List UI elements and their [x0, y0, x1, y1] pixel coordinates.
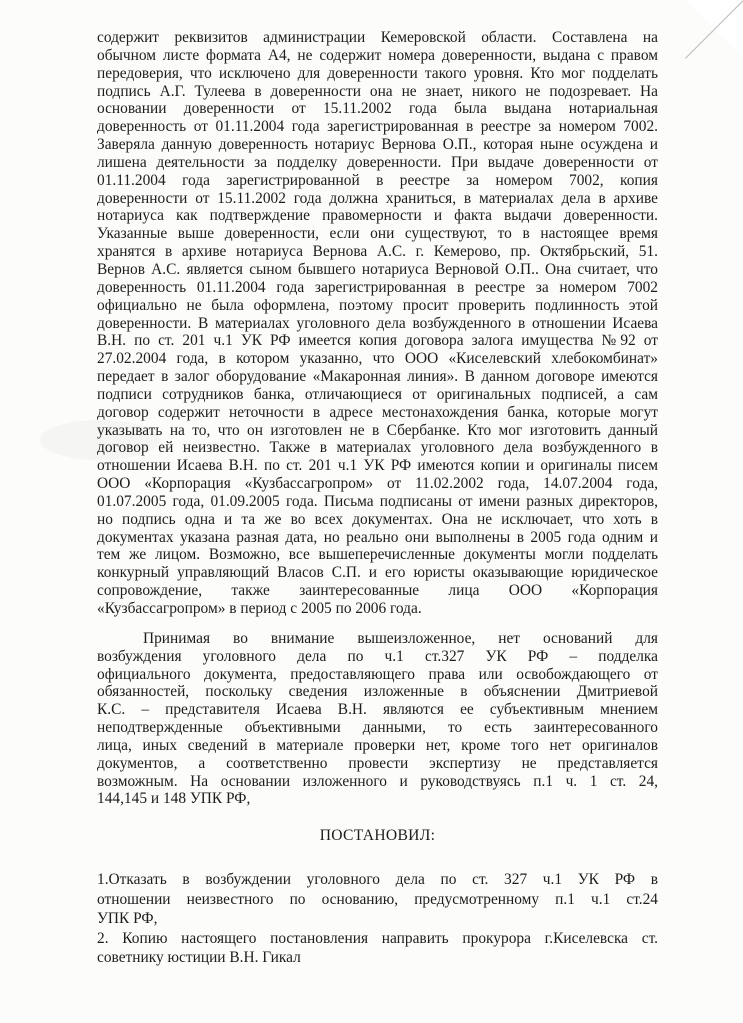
- text-line: «Кузбассагропром» в период с 2005 по 2006 года.: [97, 600, 422, 617]
- text-line: доверенности. В материалах уголовного дела возбужденного в отношении Исаева: [97, 314, 658, 332]
- text-line: доверенность 01.11.2004 года зарегистрированная в реестре за номером 7002: [97, 278, 658, 296]
- decision-item-2: [97, 929, 658, 968]
- text-line: неподтвержденные объективными данными, то есть заинтересованного: [97, 719, 658, 737]
- text-line: указывать на то, что он изготовлен не в Сбербанке. Кто мог изготовить данный: [97, 421, 658, 439]
- text-line: Вернов А.С. является сыном бывшего нотариуса Верновой О.П.. Она считает, что: [97, 260, 658, 278]
- text-line: 2. Копию настоящего постановления направить прокурора г.Киселевска ст.: [97, 929, 658, 947]
- text-line: 27.02.2004 года, в котором указанно, что ООО «Киселевский хлебокомбинат»: [97, 350, 658, 368]
- text-line: лица, иных сведений в материале проверки нет, кроме того нет оригиналов: [97, 736, 658, 754]
- text-line: Указанные выше доверенности, если они существуют, то в настоящее время: [97, 225, 658, 243]
- text-line: возбуждения уголовного дела по ч.1 ст.327 УК РФ – подделка: [97, 647, 658, 665]
- text-line: документов, а соответственно провести экспертизу не представляется: [97, 754, 658, 772]
- text-line: отношении Исаева В.Н. по ст. 201 ч.1 УК РФ имеются копии и оригиналы писем: [97, 457, 658, 475]
- text-line: Принимая во внимание вышеизложенное, нет оснований для: [143, 629, 658, 647]
- document-body: [97, 29, 658, 808]
- text-line: доверенность от 01.11.2004 года зарегистрированная в реестре за номером 7002.: [97, 118, 658, 136]
- text-line: К.С. – представителя Исаева В.Н. являются ее субъективным мнением: [97, 701, 658, 719]
- text-line: подпись А.Г. Тулеева в доверенности она не знает, никого не подозревает. На: [97, 82, 658, 100]
- text-line: тем же лицом. Возможно, все вышеперечисленные документы могли подделать: [97, 546, 658, 564]
- text-line: содержит реквизитов администрации Кемеровской области. Составлена на: [97, 29, 658, 46]
- text-line: хранятся в архиве нотариуса Вернова А.С. г. Кемерово, пр. Октябрьский, 51.: [97, 243, 658, 261]
- text-line: 144,145 и 148 УПК РФ,: [97, 790, 251, 808]
- decision-item-1: [97, 870, 658, 929]
- text-line: договор содержит неточности в адресе местонахождения банка, которые могут: [97, 403, 658, 421]
- text-line: нотариуса как подтверждение правомерности и факта выдачи доверенности.: [97, 207, 658, 225]
- text-line: официально не была оформлена, поэтому просит проверить подлинность этой: [97, 296, 658, 314]
- decision-heading: ПОСТАНОВИЛ:: [319, 827, 436, 844]
- text-line: отношении неизвестного по основанию, предусмотренному п.1 ч.1 ст.24: [97, 890, 658, 908]
- text-line: В.Н. по ст. 201 ч.1 УК РФ имеется копия договора залога имущества №92 от: [97, 332, 658, 350]
- text-line: обязанностей, поскольку сведения изложенные в объяснении Дмитриевой: [97, 683, 658, 701]
- text-line: возможным. На основании изложенного и руководствуясь п.1 ч. 1 ст. 24,: [97, 772, 658, 790]
- text-line: передает в залог оборудование «Макаронная линия». В данном договоре имеются: [97, 368, 658, 386]
- text-line: УПК РФ,: [97, 910, 158, 927]
- text-line: договор ей неизвестно. Также в материалах уголовного дела возбужденного в: [97, 439, 658, 457]
- text-line: документах указана разная дата, но реально они выполнены в 2005 года одним и: [97, 528, 658, 546]
- decision-list: [97, 870, 658, 968]
- text-line: обычном листе формата А4, не содержит номера доверенности, выдана с правом: [97, 46, 658, 64]
- paragraph-1: [97, 29, 658, 618]
- text-line: конкурный управляющий Власов С.П. и его юристы оказывающие юридическое: [97, 564, 658, 582]
- text-line: официального документа, предоставляющего права или освобождающего от: [97, 665, 658, 683]
- text-line: ООО «Корпорация «Кузбассагропром» от 11.02.2002 года, 14.07.2004 года,: [97, 475, 658, 493]
- text-line: сопровождение, также заинтересованные лица ООО «Корпорация: [97, 582, 658, 600]
- text-line: Заверяла данную доверенность нотариус Вернова О.П., которая ныне осуждена и: [97, 136, 658, 154]
- text-line: подписи сотрудников банка, отличающиеся от оригинальных подписей, а сам: [97, 385, 658, 403]
- text-line: но подпись одна и та же во всех документах. Она не исключает, что хоть в: [97, 510, 658, 528]
- text-line: доверенности от 15.11.2002 года должна храниться, в материалах дела в архиве: [97, 189, 658, 207]
- text-line: основании доверенности от 15.11.2002 года была выдана нотариальная: [97, 100, 658, 118]
- text-line: советнику юстиции В.Н. Гикал: [97, 949, 301, 966]
- text-line: лишена деятельности за подделку доверенности. При выдаче доверенности от: [97, 153, 658, 171]
- text-line: 1.Отказать в возбуждении уголовного дела по ст. 327 ч.1 УК РФ в: [97, 871, 658, 888]
- text-line: 01.11.2004 года зарегистрированной в реестре за номером 7002, копия: [97, 171, 658, 189]
- text-line: передоверия, что исключено для доверенности такого уровня. Кто мог подделать: [97, 64, 658, 82]
- text-line: 01.07.2005 года, 01.09.2005 года. Письма подписаны от имени разных директоров,: [97, 492, 658, 510]
- paragraph-2: [97, 630, 658, 808]
